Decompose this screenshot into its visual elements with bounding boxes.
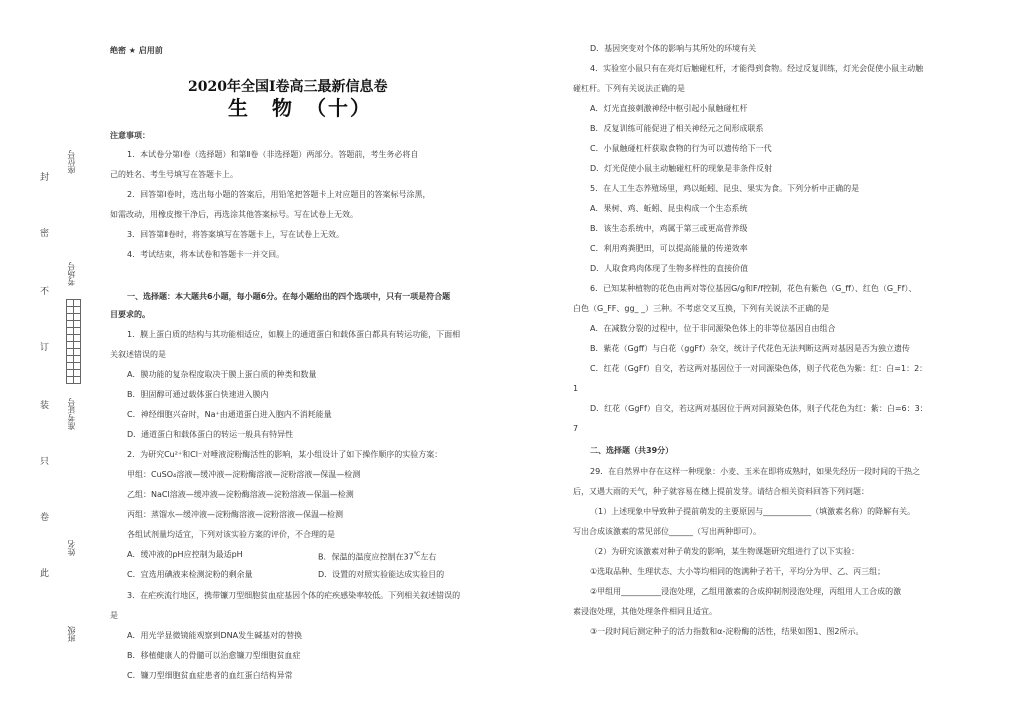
- question-line: 素浸泡处理，其他处理条件相同且适宜。: [573, 607, 717, 616]
- option-line: B．反复训练可能促进了相关神经元之间形成联系: [590, 124, 764, 133]
- question-line: 1．膜上蛋白质的结构与其功能相适应，如膜上的通道蛋白和载体蛋白都具有转运功能，下面相: [127, 330, 461, 339]
- question-line: 29．在自然界中存在这样一种现象：小麦、玉米在即将成熟时，如果先经历一段时间的干热之: [590, 467, 921, 476]
- question-line: ①选取品种、生理状态、大小等均相同的饱满种子若干，平均分为甲、乙、丙三组；: [590, 567, 886, 576]
- id-number-grid: [66, 299, 81, 384]
- question-line: 6．已知某种植物的花色由两对等位基因G/g和F/f控制，花色有紫色（G_ff）、红色（G_Ff）、: [590, 284, 917, 293]
- option-line: D．红花（GgFf）自交，若这两对基因位于两对同源染色体，则子代花色为红：紫：白=6：3：: [590, 404, 928, 413]
- notes-heading: 注意事项：: [110, 131, 150, 140]
- question-line: 丙组：蒸馏水—缓冲液—淀粉酶溶液—淀粉溶液—保温—检测: [127, 510, 343, 519]
- q2-option-b-tail: 左右: [420, 552, 437, 562]
- section2-heading: 二、选择题（共39分）: [590, 446, 674, 455]
- question-line: 4．实验室小鼠只有在亮灯后触碰杠杆，才能得到食物。经过反复训练，灯光会促使小鼠主动触: [590, 64, 924, 73]
- option-line: D．灯光促使小鼠主动触碰杠杆的现象是非条件反射: [590, 164, 773, 173]
- seal-char-ci: 此: [40, 569, 50, 579]
- class-label: 班级: [67, 626, 76, 642]
- q2-option-d: D．设置的对照实验能达成实验目的: [318, 570, 445, 579]
- notes-line: 3．回答第Ⅱ卷时，将答案填写在答题卡上，写在试卷上无效。: [127, 230, 345, 239]
- admission-number-label: 准考证号: [67, 398, 76, 430]
- confidential-mark: 绝密 ★ 启用前: [110, 46, 163, 55]
- option-line: A．在减数分裂的过程中，位于非同源染色体上的非等位基因自由组合: [590, 324, 836, 333]
- option-line: A．用光学显微镜能观察到DNA发生碱基对的替换: [127, 631, 303, 640]
- exam-room-label: 考场号: [67, 262, 76, 286]
- name-label: 姓名: [67, 540, 76, 556]
- question-line: 3．在疟疾流行地区，携带镰刀型细胞贫血症基因个体的疟疾感染率较低。下列相关叙述错误的: [127, 591, 461, 600]
- question-line: （2）为研究该激素对种子萌发的影响，某生物课题研究组进行了以下实验：: [590, 547, 860, 556]
- option-line: A．膜功能的复杂程度取决于膜上蛋白质的种类和数量: [127, 370, 317, 379]
- q2-option-b-unit: ℃: [413, 551, 421, 558]
- seal-char-juan: 卷: [40, 513, 50, 523]
- option-line: B．胆固醇可通过载体蛋白快速进入膜内: [127, 390, 269, 399]
- question-line: （1）上述现象中导致种子提前萌发的主要原因与____________（填激素名称）的降解有关。: [590, 507, 916, 516]
- seal-char-ding: 订: [40, 343, 50, 353]
- question-line: 写出合成该激素的常见部位______（写出两种即可）。: [573, 527, 761, 536]
- question-line: 5．在人工生态养殖场里，鸡以蚯蚓、昆虫、果实为食。下列分析中正确的是: [590, 184, 860, 193]
- notes-line: 2．回答第Ⅰ卷时，选出每小题的答案后，用铅笔把答题卡上对应题目的答案标号涂黑，: [127, 190, 431, 199]
- section1-heading: 一、选择题：本大题共6小题，每小题6分。在每小题给出的四个选项中，只有一项是符合题: [127, 292, 451, 301]
- q2-option-a: A．缓冲液的pH应控制为最适pH: [127, 550, 243, 559]
- notes-line: 己的姓名、考生号填写在答题卡上。: [110, 170, 238, 179]
- seal-char-feng: 封: [40, 173, 50, 183]
- section1-heading-cont: 目要求的。: [110, 310, 150, 319]
- seal-char-mi: 密: [40, 229, 50, 239]
- option-line: B．紫花（Ggff）与白花（ggFf）杂交，统计子代花色无法判断这两对基因是否为独立遗传: [590, 344, 910, 353]
- seal-char-bu: 不: [40, 287, 50, 297]
- seal-char-zhuang: 装: [40, 401, 50, 411]
- question-line: 2．为研究Cu²⁺和Cl⁻对唾液淀粉酶活性的影响，某小组设计了如下操作顺序的实验方案：: [127, 450, 443, 459]
- option-line: D．基因突变对个体的影响与其所处的环境有关: [590, 44, 757, 53]
- question-line: 关叙述错误的是: [110, 350, 166, 359]
- question-line: 后，又遇大雨的天气，种子就容易在穗上提前发芽。请结合相关资料回答下列问题：: [573, 487, 869, 496]
- notes-line: 1．本试卷分第Ⅰ卷（选择题）和第Ⅱ卷（非选择题）两部分。答题前，考生务必将自: [127, 150, 419, 159]
- question-line: 乙组：NaCl溶液—缓冲液—淀粉酶溶液—淀粉溶液—保温—检测: [127, 490, 354, 499]
- option-line: B．移植健康人的骨髓可以治愈镰刀型细胞贫血症: [127, 651, 301, 660]
- seal-char-zhi: 只: [40, 457, 50, 467]
- question-line: 白色（G_FF、gg_ _）三种。不考虑交叉互换，下列有关说法不正确的是: [573, 304, 830, 313]
- option-line: B．该生态系统中，鸡属于第三或更高营养级: [590, 224, 748, 233]
- option-line: A．灯光直接刺激神经中枢引起小鼠触碰杠杆: [590, 104, 748, 113]
- subject-title: 生 物 （十）: [228, 96, 372, 120]
- option-line: D．人取食鸡肉体现了生物多样性的直接价值: [590, 264, 749, 273]
- question-line: 各组试剂量均适宜，下列对该实验方案的评价，不合理的是: [127, 530, 335, 539]
- q2-option-c: C．宜选用碘液来检测淀粉的剩余量: [127, 570, 253, 579]
- option-line-cont: 7: [573, 424, 579, 433]
- option-line: C．神经细胞兴奋时，Na⁺由通道蛋白进入胞内不消耗能量: [127, 410, 332, 419]
- option-line: C．小鼠触碰杠杆获取食物的行为可以遗传给下一代: [590, 144, 772, 153]
- question-line: 是: [110, 611, 118, 620]
- question-line: 碰杠杆。下列有关说法正确的是: [573, 84, 685, 93]
- option-line-cont: 1: [573, 384, 579, 393]
- option-line: A．果树、鸡、蚯蚓、昆虫构成一个生态系统: [590, 204, 748, 213]
- option-line: C．红花（GgFf）自交，若这两对基因位于一对同源染色体，则子代花色为紫：红：白=1：2：: [590, 364, 928, 373]
- option-line: D．通道蛋白和载体蛋白的转运一般具有特异性: [127, 430, 294, 439]
- q2-option-b-text: B．保温的温度应控制在37: [318, 552, 414, 562]
- option-line: C．镰刀型细胞贫血症患者的血红蛋白结构异常: [127, 671, 293, 680]
- question-line: ③一段时间后测定种子的活力指数和α-淀粉酶的活性，结果如图1、图2所示。: [590, 627, 864, 636]
- question-line: ②甲组用__________浸泡处理，乙组用激素的合成抑制剂浸泡处理，丙组用人工合成的激: [590, 587, 902, 596]
- notes-line: 如需改动，用橡皮擦干净后，再选涂其他答案标号。写在试卷上无效。: [110, 210, 358, 219]
- question-line: 甲组：CuSO₄溶液—缓冲液—淀粉酶溶液—淀粉溶液—保温—检测: [127, 470, 361, 479]
- seat-number-label: 座位号: [67, 150, 76, 174]
- option-line: C．利用鸡粪肥田，可以提高能量的传递效率: [590, 244, 748, 253]
- notes-line: 4．考试结束，将本试卷和答题卡一并交回。: [127, 250, 285, 259]
- exam-title: 2020年全国I卷高三最新信息卷: [188, 79, 388, 95]
- q2-option-b: [318, 550, 436, 563]
